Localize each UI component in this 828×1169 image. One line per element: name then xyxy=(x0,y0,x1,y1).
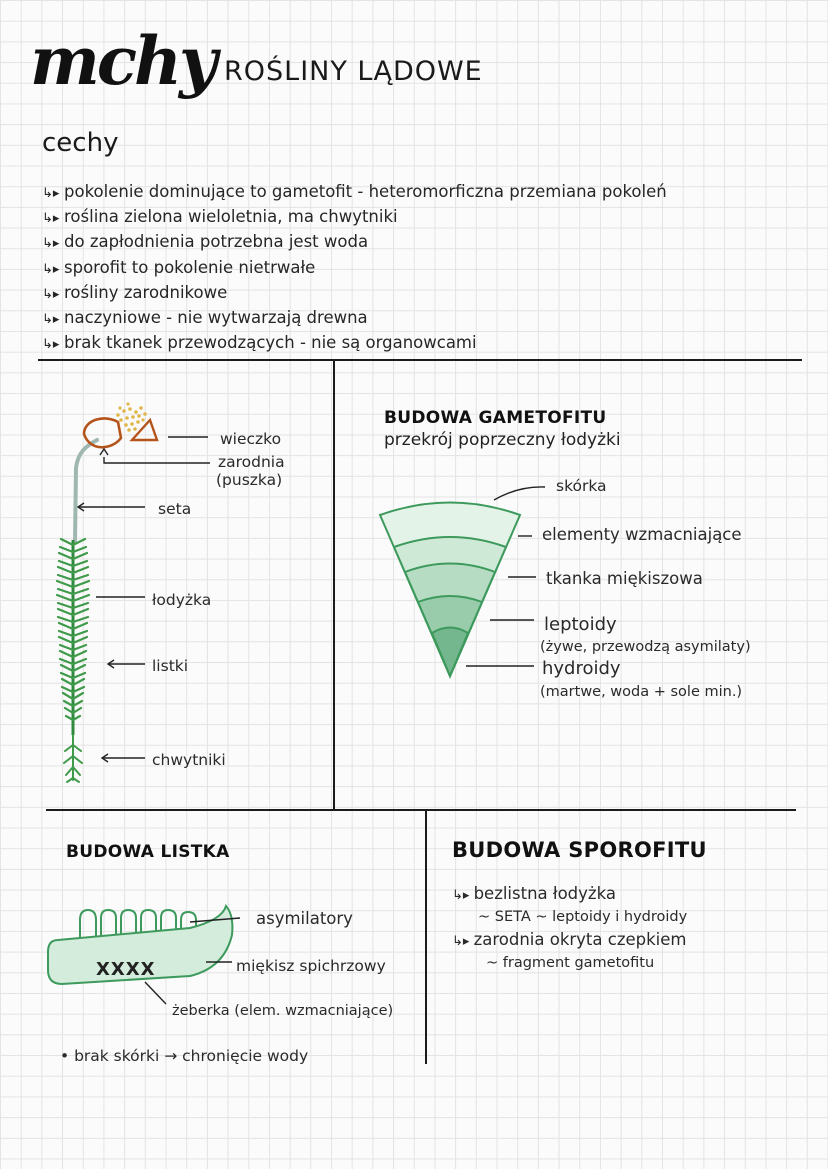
list-item: ↳▸ sporofit to pokolenie nietrwałe xyxy=(42,256,667,281)
list-item: ↳▸ brak tkanek przewodzących - nie są organowcami xyxy=(42,331,667,356)
listek-cross-section xyxy=(48,906,240,1004)
arrow-icon: ↳▸ xyxy=(452,934,474,949)
label-leptoidy-note: (żywe, przewodzą asymilaty) xyxy=(540,639,751,655)
list-item: ↳▸ pokolenie dominujące to gametofit - heteromorficzna przemiana pokoleń xyxy=(42,180,667,205)
label-miekisz: miękisz spichrzowy xyxy=(236,957,386,975)
listek-note: • brak skórki → chronięcie wody xyxy=(60,1047,309,1065)
arrow-icon: ↳▸ xyxy=(42,186,60,201)
arrow-icon: ↳▸ xyxy=(42,236,60,252)
label-skorka: skórka xyxy=(556,477,607,495)
list-item: ↳▸ do zapłodnienia potrzebna jest woda xyxy=(42,230,667,255)
sporofit-heading: BUDOWA SPOROFITU xyxy=(452,838,707,862)
list-item: ↳▸ rośliny zarodnikowe xyxy=(42,281,667,306)
sporofit-item-2: ↳▸ zarodnia okryta czepkiem xyxy=(452,930,687,949)
sporofit-item-1: ↳▸ bezlistna łodyżka xyxy=(452,884,616,903)
cechy-heading: cechy xyxy=(42,128,119,158)
arrow-icon: ↳▸ xyxy=(42,312,60,328)
rhizoids-icon xyxy=(64,735,82,782)
label-xxxx: XXXX xyxy=(96,959,156,980)
list-item: ↳▸ naczyniowe - nie wytwarzają drewna xyxy=(42,306,667,331)
list-item: ↳▸ roślina zielona wieloletnia, ma chwytniki xyxy=(42,205,667,230)
label-asymilatory: asymilatory xyxy=(256,909,353,928)
arrow-icon: ↳▸ xyxy=(42,337,60,353)
label-puszka: (puszka) xyxy=(216,471,283,489)
label-listki: listki xyxy=(152,657,189,675)
label-wieczko: wieczko xyxy=(220,430,282,448)
label-zeberka: żeberka (elem. wzmacniające) xyxy=(172,1003,394,1019)
gametofit-subheading: przekrój poprzeczny łodyżki xyxy=(384,430,621,450)
listek-heading: BUDOWA LISTKA xyxy=(66,842,230,862)
label-hydroidy-note: (martwe, woda + sole min.) xyxy=(540,684,743,700)
page-subtitle: ROŚLINY LĄDOWE xyxy=(224,56,483,87)
label-leptoidy: leptoidy xyxy=(544,614,617,635)
label-chwytniki: chwytniki xyxy=(152,751,226,769)
gametofit-heading: BUDOWA GAMETOFITU xyxy=(384,408,607,428)
label-elementy: elementy wzmacniające xyxy=(542,525,742,544)
label-lodyzka: łodyżka xyxy=(152,591,212,609)
sporofit-item-1-detail: ~ SETA ~ leptoidy i hydroidy xyxy=(478,909,688,925)
arrow-icon: ↳▸ xyxy=(42,261,60,277)
arrow-icon: ↳▸ xyxy=(452,888,474,903)
label-seta: seta xyxy=(158,500,192,518)
arrow-icon: ↳▸ xyxy=(42,286,60,302)
label-hydroidy: hydroidy xyxy=(542,658,621,679)
gametofit-cross-section xyxy=(380,487,545,676)
leaves-icon xyxy=(57,539,89,720)
capsule-icon xyxy=(84,418,121,447)
sporofit-item-2-detail: ~ fragment gametofitu xyxy=(486,955,655,971)
label-zarodnia: zarodnia xyxy=(218,453,285,471)
page-title: mchy xyxy=(30,22,215,100)
arrow-icon: ↳▸ xyxy=(42,211,60,227)
label-tkanka: tkanka miękiszowa xyxy=(546,569,703,588)
